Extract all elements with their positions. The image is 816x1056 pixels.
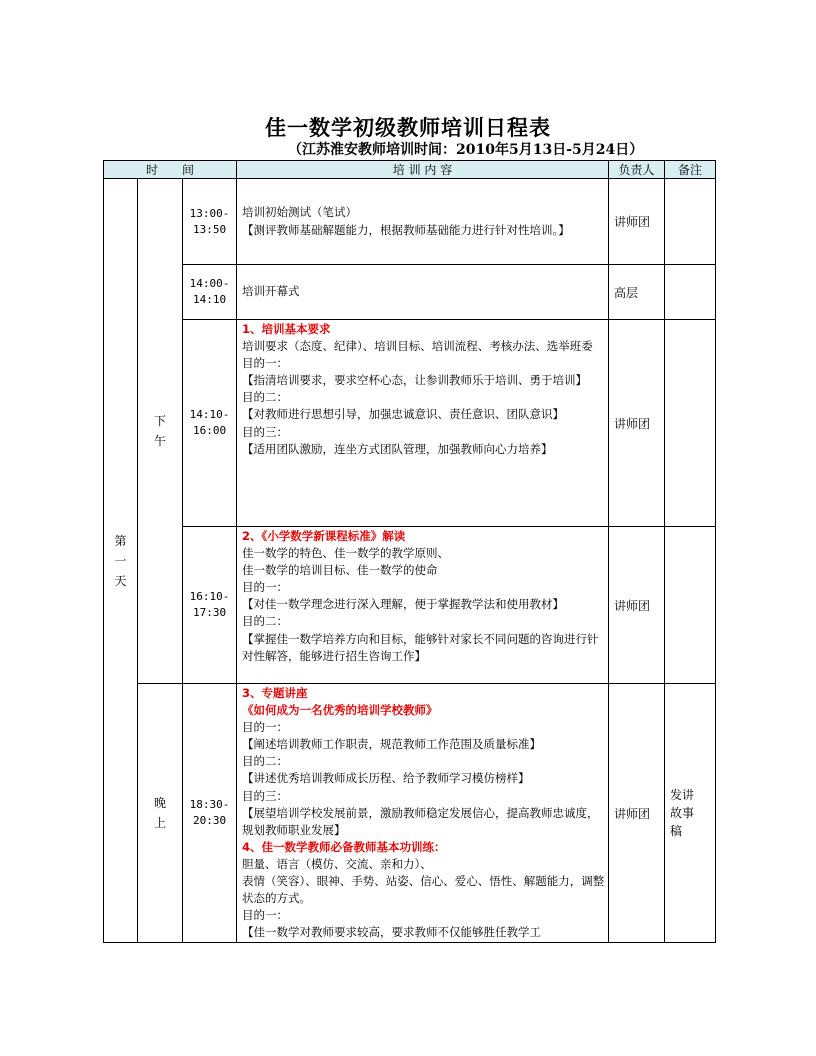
content-line: 目的一： — [242, 908, 289, 923]
content-line: 培训要求（态度、纪律）、培训目标、培训流程、考核办法、选举班委 — [242, 339, 593, 354]
day-label: 第一天 — [114, 533, 127, 588]
period-label-afternoon: 下午 — [153, 414, 166, 448]
content-line: 目的三： — [242, 424, 289, 439]
time-cell — [183, 320, 237, 527]
content-line: 【对佳一数学理念进行深入理解，便于掌握教学法和使用教材】 — [242, 597, 565, 612]
schedule-table — [103, 160, 716, 943]
header-owner: 负责人 — [609, 161, 665, 179]
table-row — [104, 265, 716, 320]
time-cell — [183, 179, 237, 265]
page-title: 佳一数学初级教师培训日程表 — [265, 115, 551, 140]
time-label: 13:00-13:50 — [189, 206, 230, 236]
content-heading: 3、专题讲座 — [242, 686, 308, 700]
content-heading: 《如何成为一名优秀的培训学校教师》 — [242, 703, 438, 718]
content-line: 目的二： — [242, 390, 289, 405]
content-line: 目的二： — [242, 754, 289, 769]
time-cell — [183, 527, 237, 684]
content-line: 目的三： — [242, 788, 289, 803]
note-text: 发讲故事稿 — [670, 788, 695, 839]
header-content: 培 训 内 容 — [237, 161, 609, 179]
note-cell — [665, 265, 716, 320]
time-cell — [183, 265, 237, 320]
day-cell — [104, 179, 138, 943]
page-subtitle: （江苏淮安教师培训时间：2010年5月13日-5月24日） — [288, 142, 644, 158]
owner-cell: 讲师团 — [609, 527, 665, 684]
content-line: 【讲述优秀培训教师成长历程、给予教师学习模仿榜样】 — [242, 771, 530, 786]
table-row — [104, 684, 716, 943]
content-heading: 1、培训基本要求 — [242, 322, 331, 336]
period-cell-afternoon — [138, 179, 183, 684]
owner-cell: 讲师团 — [609, 320, 665, 527]
content-line: 佳一数学的特色、佳一数学的教学原则、 — [242, 546, 450, 561]
owner-cell: 讲师团 — [609, 179, 665, 265]
content-heading: 4、佳一数学教师必备教师基本功训练： — [242, 839, 446, 854]
content-line: 目的一： — [242, 356, 289, 371]
time-label: 14:10-16:00 — [189, 408, 230, 437]
content-cell — [237, 527, 609, 684]
period-cell-evening — [138, 684, 183, 943]
content-line: 【佳一数学对教师要求较高，要求教师不仅能够胜任教学工 — [242, 925, 542, 940]
table-row — [104, 527, 716, 684]
content-line: 【掌握佳一数学培养方向和目标，能够针对家长不同问题的咨询进行针对性解答，能够进行招生咨询工作】 — [242, 631, 599, 663]
content-line: 目的一： — [242, 720, 289, 735]
content-line: 【指清培训要求，要求空杯心态，让参训教师乐于培训、勇于培训】 — [242, 373, 588, 388]
note-cell — [665, 527, 716, 684]
content-line: 【展望培训学校发展前景，激励教师稳定发展信心，提高教师忠诚度，规划教师职业发展】 — [242, 805, 599, 837]
table-row — [104, 179, 716, 265]
header-time: 时 间 — [104, 161, 237, 179]
time-label: 14:00-14:10 — [189, 277, 230, 306]
content-heading: 2、《小学数学新课程标准》解读 — [242, 529, 406, 543]
owner-cell: 讲师团 — [609, 684, 665, 943]
header-note: 备注 — [665, 161, 716, 179]
time-label: 16:10-17:30 — [189, 590, 230, 619]
time-cell — [183, 684, 237, 943]
content-line: 培训开幕式 — [242, 284, 300, 299]
content-line: 【适用团队激励，连坐方式团队管理，加强教师向心力培养】 — [242, 441, 553, 456]
content-cell — [237, 265, 609, 320]
time-label: 18:30-20:30 — [189, 798, 230, 828]
content-line: 【对教师进行思想引导，加强忠诚意识、责任意识、团队意识】 — [242, 407, 565, 422]
note-cell — [665, 684, 716, 943]
content-line: 表情（笑容）、眼神、手势、站姿、信心、爱心、悟性、解题能力，调整状态的方式。 — [242, 874, 605, 906]
content-line: 胆量、语言（模仿、交流、亲和力）、 — [242, 856, 432, 871]
content-line: 培训初始测试（笔试） — [242, 205, 358, 220]
content-line: 【测评教师基础解题能力，根据教师基础能力进行针对性培训。】 — [242, 222, 570, 237]
header-row — [104, 161, 716, 179]
period-label-evening: 晚上 — [153, 796, 166, 831]
content-line: 佳一数学的培训目标、佳一数学的使命 — [242, 563, 438, 578]
content-cell — [237, 179, 609, 265]
content-line: 目的一： — [242, 580, 289, 595]
content-cell — [237, 684, 609, 943]
content-cell — [237, 320, 609, 527]
content-line: 目的二： — [242, 614, 289, 629]
table-row — [104, 320, 716, 527]
owner-cell: 高层 — [609, 265, 665, 320]
note-cell — [665, 320, 716, 527]
note-cell — [665, 179, 716, 265]
content-line: 【阐述培训教师工作职责，规范教师工作范围及质量标准】 — [242, 737, 542, 752]
